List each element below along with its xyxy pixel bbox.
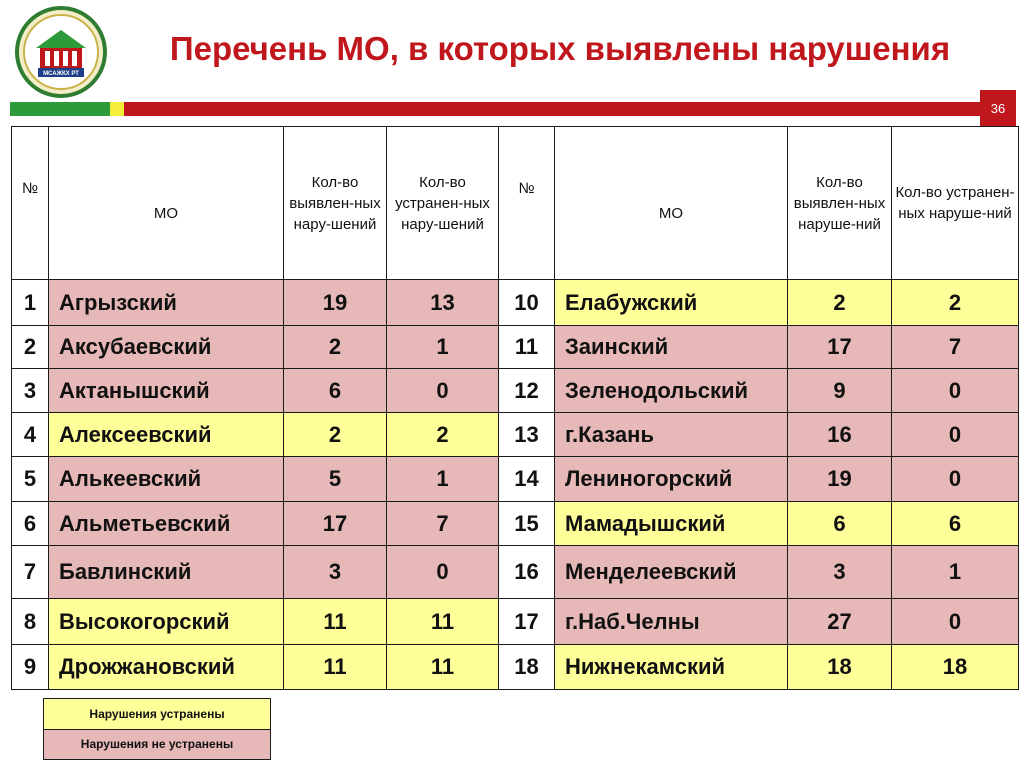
cell-n: 8 [12,599,49,645]
cell-fixed: 0 [892,457,1019,502]
logo-text: МСАЖКХ РТ [43,71,79,77]
cell-n: 9 [12,645,49,690]
cell-found: 9 [788,369,892,413]
cell-n: 12 [499,369,555,413]
table-row [12,546,1019,599]
cell-n: 2 [12,326,49,369]
cell-name: Алексеевский [49,413,284,457]
table-row [12,280,1019,326]
header-num: № [12,127,49,280]
violations-table [11,126,1019,690]
cell-n: 15 [499,502,555,546]
table-row [12,369,1019,413]
cell-n: 11 [499,326,555,369]
cell-fixed: 2 [387,413,499,457]
cell-fixed: 11 [387,645,499,690]
cell-n: 6 [12,502,49,546]
cell-name: Алькеевский [49,457,284,502]
cell-fixed: 0 [387,546,499,599]
cell-found: 6 [788,502,892,546]
cell-found: 3 [788,546,892,599]
cell-found: 27 [788,599,892,645]
cell-name: Лениногорский [555,457,788,502]
header-mo: МО [49,127,284,280]
cell-fixed: 0 [387,369,499,413]
cell-n: 17 [499,599,555,645]
stripe-yellow [110,102,124,116]
cell-fixed: 6 [892,502,1019,546]
cell-fixed: 1 [387,326,499,369]
cell-found: 6 [284,369,387,413]
cell-n: 5 [12,457,49,502]
cell-fixed: 7 [387,502,499,546]
header-fixed-2: Кол-во устранен-ных наруше-ний [892,127,1019,280]
cell-fixed: 0 [892,369,1019,413]
cell-found: 5 [284,457,387,502]
cell-found: 2 [788,280,892,326]
table-row [12,457,1019,502]
header-mo-2: МО [555,127,788,280]
stripe-green [10,102,110,116]
table-row [12,502,1019,546]
cell-name: Елабужский [555,280,788,326]
cell-name: Зеленодольский [555,369,788,413]
cell-name: Альметьевский [49,502,284,546]
table-header-row [12,127,1019,280]
cell-n: 1 [12,280,49,326]
cell-found: 17 [284,502,387,546]
cell-found: 3 [284,546,387,599]
cell-found: 16 [788,413,892,457]
cell-n: 7 [12,546,49,599]
cell-name: Мамадышский [555,502,788,546]
cell-name: Актанышский [49,369,284,413]
cell-fixed: 13 [387,280,499,326]
cell-n: 16 [499,546,555,599]
cell-fixed: 11 [387,599,499,645]
cell-found: 18 [788,645,892,690]
cell-n: 14 [499,457,555,502]
cell-fixed: 7 [892,326,1019,369]
cell-name: Бавлинский [49,546,284,599]
cell-found: 11 [284,645,387,690]
table-row [12,645,1019,690]
cell-name: Высокогорский [49,599,284,645]
cell-found: 2 [284,326,387,369]
table-row [12,413,1019,457]
cell-found: 2 [284,413,387,457]
header-num-2: № [499,127,555,280]
cell-n: 3 [12,369,49,413]
cell-name: Агрызский [49,280,284,326]
header-found-2: Кол-во выявлен-ных наруше-ний [788,127,892,280]
header-fixed: Кол-во устранен-ных нару-шений [387,127,499,280]
cell-fixed: 18 [892,645,1019,690]
stripe-red [124,102,980,116]
cell-fixed: 2 [892,280,1019,326]
cell-name: Менделеевский [555,546,788,599]
cell-n: 4 [12,413,49,457]
cell-name: Аксубаевский [49,326,284,369]
page-title: Перечень МО, в которых выявлены нарушения [169,30,951,67]
cell-n: 13 [499,413,555,457]
cell-found: 19 [284,280,387,326]
cell-name: Дрожжановский [49,645,284,690]
ministry-logo [12,6,110,98]
legend-not-fixed: Нарушения не устранены [44,729,271,760]
cell-name: г.Наб.Челны [555,599,788,645]
legend [43,698,271,760]
cell-fixed: 0 [892,413,1019,457]
cell-fixed: 1 [892,546,1019,599]
cell-found: 19 [788,457,892,502]
table-row [12,599,1019,645]
cell-found: 17 [788,326,892,369]
cell-name: г.Казань [555,413,788,457]
cell-n: 10 [499,280,555,326]
cell-name: Нижнекамский [555,645,788,690]
cell-fixed: 1 [387,457,499,502]
cell-found: 11 [284,599,387,645]
legend-fixed: Нарушения устранены [44,699,271,730]
cell-n: 18 [499,645,555,690]
table-row [12,326,1019,369]
cell-name: Заинский [555,326,788,369]
page-number: 36 [980,90,1016,126]
cell-fixed: 0 [892,599,1019,645]
header-found: Кол-во выявлен-ных нару-шений [284,127,387,280]
